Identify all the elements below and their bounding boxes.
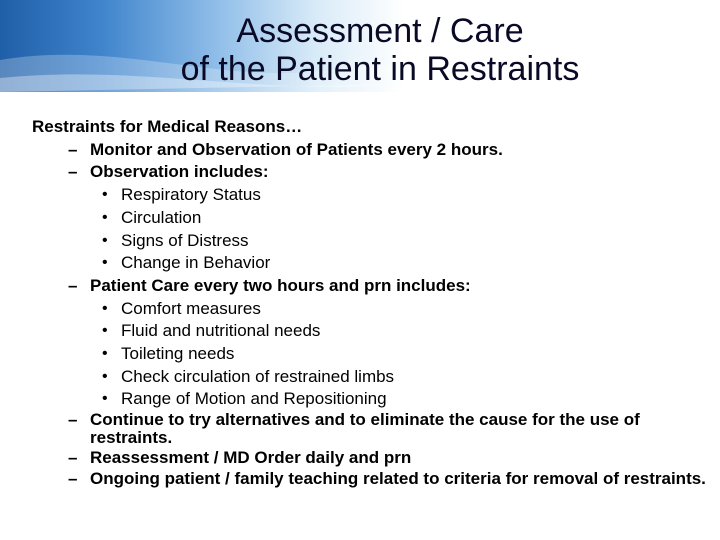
dash-item xyxy=(32,275,712,298)
dash-marker: – xyxy=(68,468,78,488)
slide-body xyxy=(32,116,712,488)
bullet-marker: • xyxy=(102,345,108,363)
dash-marker: – xyxy=(68,448,78,468)
dash-marker: – xyxy=(68,139,78,159)
dash-item xyxy=(32,447,712,470)
bullet-item xyxy=(32,320,712,343)
dash-marker: – xyxy=(68,275,78,295)
slide-title-line-1: Assessment / Care xyxy=(236,12,524,50)
bullet-marker: • xyxy=(102,322,108,340)
bullet-item xyxy=(32,366,712,389)
dash-item xyxy=(32,470,712,488)
bullet-item-text: Range of Motion and Repositioning xyxy=(121,389,387,409)
dash-item-text: Monitor and Observation of Patients every 2 hours. xyxy=(90,139,503,159)
dash-marker: – xyxy=(68,410,78,430)
slide-title-line-2: of the Patient in Restraints xyxy=(180,50,580,88)
dash-item-text: Ongoing patient / family teaching related to criteria for removal of restraints. xyxy=(90,468,706,488)
dash-item-text: Continue to try alternatives and to eliminate the cause for the use of restraints. xyxy=(90,410,640,448)
dash-item-text: Observation includes: xyxy=(90,162,269,182)
bullet-item-text: Circulation xyxy=(121,207,202,227)
bullet-marker: • xyxy=(102,231,108,249)
bullet-item-text: Check circulation of restrained limbs xyxy=(121,366,395,386)
bullet-item-text: Respiratory Status xyxy=(121,185,261,205)
dash-item xyxy=(32,161,712,184)
dash-item xyxy=(32,411,712,447)
bullet-marker: • xyxy=(102,254,108,272)
bullet-item-text: Toileting needs xyxy=(121,344,235,364)
dash-item-text: Patient Care every two hours and prn includes: xyxy=(90,275,471,295)
bullet-item-text: Change in Behavior xyxy=(121,253,271,273)
bullet-item xyxy=(32,388,712,411)
slide-title xyxy=(0,12,720,88)
section-heading: Restraints for Medical Reasons… xyxy=(32,117,303,136)
bullet-item xyxy=(32,298,712,321)
bullet-item xyxy=(32,343,712,366)
bullet-item xyxy=(32,207,712,230)
bullet-marker: • xyxy=(102,390,108,408)
bullet-item xyxy=(32,252,712,275)
dash-marker: – xyxy=(68,162,78,182)
bullet-item-text: Signs of Distress xyxy=(121,230,249,250)
bullet-marker: • xyxy=(102,299,108,317)
bullet-marker: • xyxy=(102,208,108,226)
bullet-item-text: Fluid and nutritional needs xyxy=(121,321,321,341)
dash-item-text: Reassessment / MD Order daily and prn xyxy=(90,448,412,468)
bullet-item xyxy=(32,230,712,253)
bullet-marker: • xyxy=(102,367,108,385)
dash-item xyxy=(32,139,712,162)
bullet-item xyxy=(32,184,712,207)
bullet-item-text: Comfort measures xyxy=(121,298,261,318)
bullet-marker: • xyxy=(102,186,108,204)
